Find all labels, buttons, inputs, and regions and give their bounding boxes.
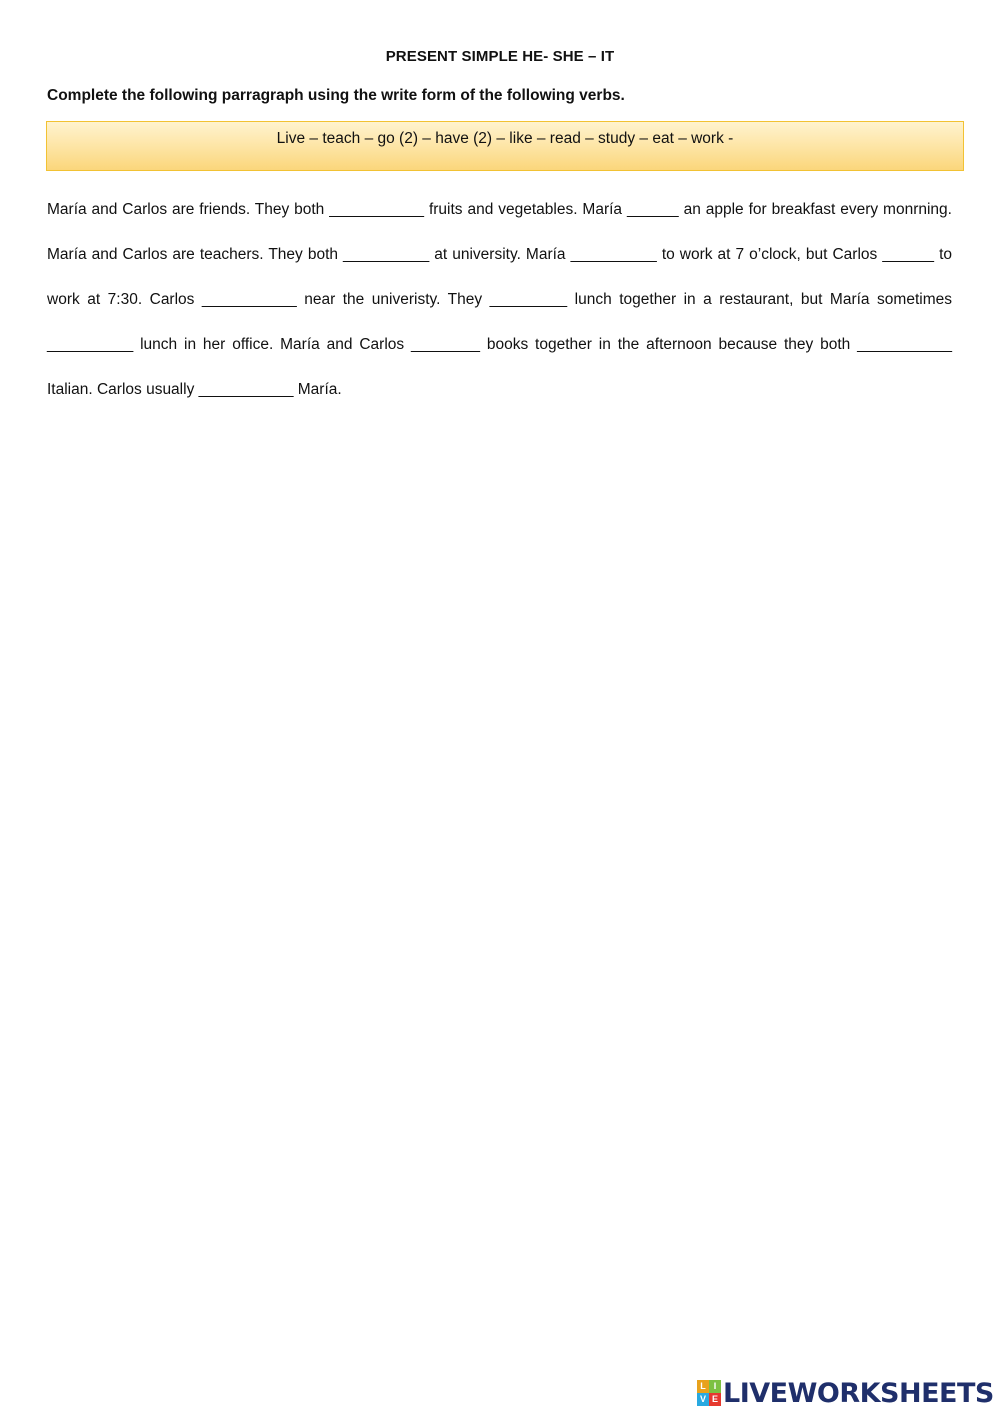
paragraph-text: fruits and vegetables. María [424, 201, 627, 218]
paragraph-text: lunch in her office. María and Carlos [133, 336, 411, 353]
worksheet-title: PRESENT SIMPLE HE- SHE – IT [385, 48, 615, 65]
paragraph-text: books together in the afternoon because they both [479, 336, 858, 353]
paragraph-text: near the univeristy. They [296, 291, 490, 308]
answer-blank-4[interactable]: __________ [570, 246, 657, 263]
paragraph-text: Italian. Carlos usually [47, 381, 199, 398]
paragraph-text: at university. María [429, 246, 571, 263]
instruction-text: Complete the following parragraph using the write form of the following verbs. [47, 87, 625, 104]
answer-blank-3[interactable]: __________ [343, 246, 430, 263]
answer-blank-1[interactable]: ___________ [329, 201, 425, 218]
answer-blank-6[interactable]: ___________ [201, 291, 297, 308]
exercise-paragraph [47, 187, 952, 412]
answer-blank-7[interactable]: _________ [489, 291, 568, 308]
paragraph-text: an apple for breakfast every monrning. María and Carlos are teachers. They both [47, 201, 952, 263]
liveworksheets-logo [697, 1377, 994, 1409]
answer-blank-10[interactable]: ___________ [857, 336, 952, 353]
verb-bank-text: Live – teach – go (2) – have (2) – like – read – study – eat – work - [276, 130, 734, 147]
liveworksheets-mark-icon: L I V E [697, 1380, 721, 1406]
verb-bank-box [46, 121, 964, 171]
paragraph-text: to work at 7 o’clock, but Carlos [656, 246, 883, 263]
answer-blank-2[interactable]: ______ [626, 201, 679, 218]
paragraph-text: María. [293, 381, 342, 398]
answer-blank-8[interactable]: __________ [47, 336, 134, 353]
answer-blank-9[interactable]: ________ [411, 336, 480, 353]
paragraph-text: María and Carlos are friends. They both [47, 201, 330, 218]
paragraph-text: lunch together in a restaurant, but María sometimes [567, 291, 952, 308]
paragraph-text: to work at 7:30. Carlos [47, 246, 953, 308]
answer-blank-11[interactable]: ___________ [198, 381, 294, 398]
brand-name: LIVEWORKSHEETS [723, 1377, 994, 1409]
answer-blank-5[interactable]: ______ [882, 246, 935, 263]
